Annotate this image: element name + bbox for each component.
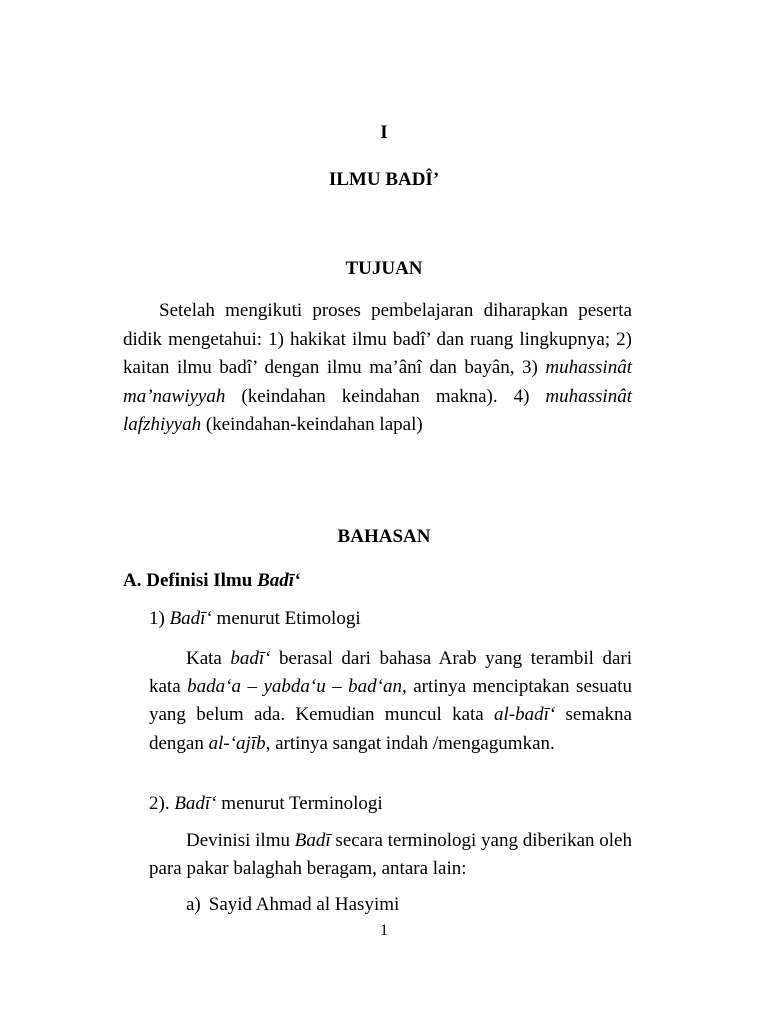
subsection-2-prefix: 2). xyxy=(149,793,175,814)
subsection-1-prefix: 1) xyxy=(149,608,170,629)
terminologi-text-2: secara terminologi yang diberikan oleh para pakar balaghah beragam, antara lain: xyxy=(149,830,632,880)
subsection-1-term: Badī‘ xyxy=(169,608,212,629)
etimologi-text-2: berasal dari bahasa Arab yang terambil dari kata xyxy=(149,648,632,698)
subsection-2-term: Badī‘ xyxy=(174,793,217,814)
tujuan-heading: TUJUAN xyxy=(345,258,423,279)
subsection-2-heading xyxy=(149,792,383,816)
tujuan-text-2: (keindahan keindahan makna). 4) xyxy=(225,385,546,407)
list-item-a-marker: a) xyxy=(186,894,201,915)
etimologi-text-4: semakna dengan xyxy=(149,704,632,754)
etimologi-term-1: badī‘ xyxy=(230,648,271,669)
terminologi-text-1: Devinisi ilmu xyxy=(186,830,295,851)
section-a-prefix: A. Definisi Ilmu xyxy=(123,570,258,591)
etimologi-term-4: al-‘ajīb xyxy=(208,732,266,754)
etimologi-text-5: , artinya sangat indah /mengagumkan. xyxy=(265,732,555,754)
list-item-a xyxy=(186,893,399,917)
terminologi-term-1: Badī xyxy=(294,830,331,851)
chapter-number: I xyxy=(380,122,388,143)
tujuan-paragraph xyxy=(123,297,632,440)
page-number: 1 xyxy=(380,922,388,939)
tujuan-term-1: muhassinât ma’nawiyyah xyxy=(123,357,632,407)
tujuan-text-1: Setelah mengikuti proses pembelajaran diharapkan peserta didik mengetahui: 1) hakikat ilmu badî’ dan ruang lingkupnya; 2) kaitan ilmu badî’ dengan ilmu ma’ânî dan bayân, 3) xyxy=(123,300,632,378)
chapter-title: ILMU BADÎ’ xyxy=(328,169,440,190)
tujuan-term-2: muhassinât lafzhiyyah xyxy=(123,385,632,435)
subsection-1-heading xyxy=(149,607,361,631)
etimologi-term-3: al-badī‘ xyxy=(494,704,556,726)
terminologi-paragraph xyxy=(149,827,632,883)
etimologi-paragraph xyxy=(149,645,632,758)
etimologi-text-1: Kata xyxy=(186,648,231,669)
list-item-a-text: Sayid Ahmad al Hasyimi xyxy=(208,894,400,915)
subsection-1-suffix: menurut Etimologi xyxy=(211,608,361,629)
tujuan-text-3: (keindahan-keindahan lapal) xyxy=(201,414,423,435)
subsection-2-suffix: menurut Terminologi xyxy=(216,793,383,814)
etimologi-text-3: , artinya menciptakan sesuatu yang belum ada. Kemudian muncul kata xyxy=(149,676,632,726)
section-a-term: Badī‘ xyxy=(257,570,301,591)
etimologi-term-2: bada‘a – yabda‘u – bad‘an xyxy=(187,676,403,698)
section-a-heading xyxy=(123,569,300,593)
bahasan-heading: BAHASAN xyxy=(337,526,431,547)
